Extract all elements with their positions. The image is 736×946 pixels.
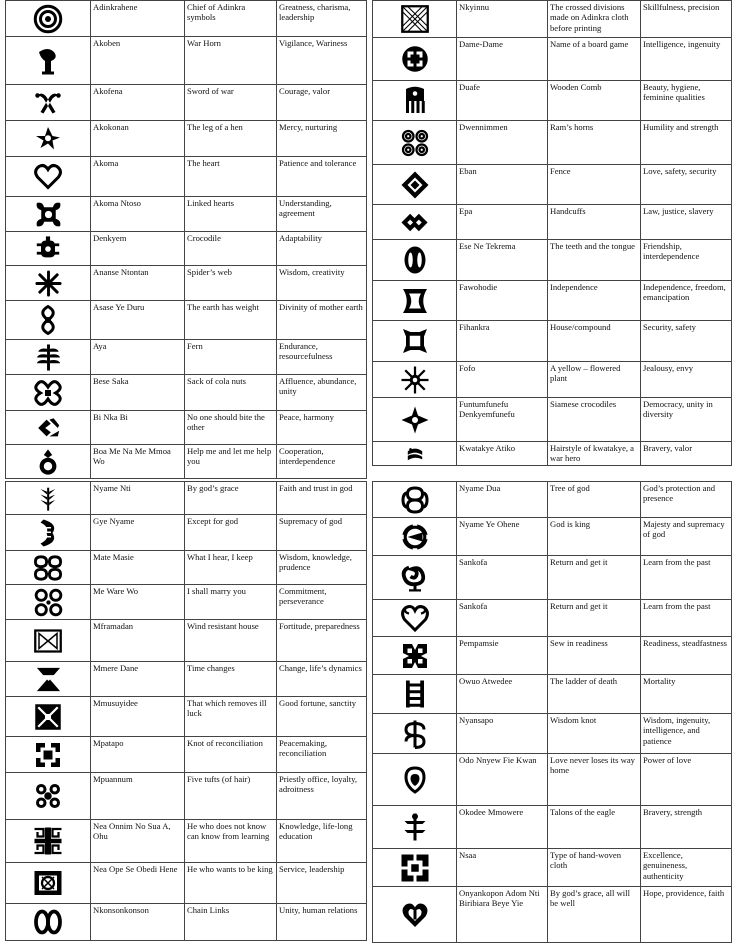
biting-fish-icon <box>34 414 62 442</box>
symbol-cell <box>6 375 91 411</box>
symbol-name: Bi Nka Bi <box>91 411 185 445</box>
symbol-name: Mate Masie <box>91 551 185 585</box>
symbol-name: Boa Me Na Me Mmoa Wo <box>91 445 185 479</box>
symbol-meaning: Wooden Comb <box>548 81 641 121</box>
symbol-row <box>373 849 732 887</box>
chain-icon <box>400 641 430 671</box>
symbol-value: Intelligence, ingenuity <box>641 38 732 81</box>
crossed-grid-icon <box>400 4 430 34</box>
symbol-cell <box>6 121 91 157</box>
grace-heart-icon <box>400 900 430 930</box>
symbol-meaning: Chain Links <box>185 904 277 941</box>
symbol-row <box>6 340 367 375</box>
symbol-meaning: Sword of war <box>185 85 277 121</box>
love-way-icon <box>400 765 430 795</box>
earth-weight-icon <box>33 305 63 335</box>
symbol-meaning: He who does not know can know from learning <box>185 820 277 863</box>
symbol-cell <box>373 442 457 466</box>
symbol-row <box>6 551 367 585</box>
symbol-meaning: Siamese crocodiles <box>548 398 641 442</box>
symbol-row <box>373 806 732 849</box>
symbol-cell <box>373 321 457 362</box>
symbol-cell <box>6 482 91 515</box>
symbol-cell <box>373 637 457 675</box>
symbol-cell <box>373 281 457 321</box>
spider-web-icon <box>34 269 63 298</box>
symbol-cell <box>373 556 457 600</box>
symbol-cell <box>6 197 91 232</box>
symbol-row <box>373 281 732 321</box>
symbol-value: Change, life’s dynamics <box>277 662 367 697</box>
symbol-row <box>373 518 732 556</box>
symbol-value: Endurance, resourcefulness <box>277 340 367 375</box>
chain-links-icon <box>33 907 63 937</box>
symbol-name: Duafe <box>457 81 548 121</box>
symbol-cell <box>6 551 91 585</box>
symbol-cell <box>373 398 457 442</box>
symbol-meaning: Return and get it <box>548 556 641 600</box>
board-game-icon <box>400 44 430 74</box>
symbol-value: Divinity of mother earth <box>277 301 367 340</box>
symbol-meaning: House/compound <box>548 321 641 362</box>
symbol-cell <box>373 714 457 754</box>
symbol-value: Priestly office, loyalty, adroitness <box>277 773 367 820</box>
symbol-row <box>373 205 732 240</box>
symbol-name: Dwennimmen <box>457 121 548 165</box>
symbol-cell <box>6 697 91 737</box>
symbol-cell <box>6 773 91 820</box>
symbol-value: Good fortune, sanctity <box>277 697 367 737</box>
symbol-meaning: Crocodile <box>185 232 277 266</box>
hen-leg-icon <box>33 124 63 154</box>
symbol-cell <box>373 121 457 165</box>
symbol-cell <box>373 518 457 556</box>
symbol-table-top-left <box>5 0 367 479</box>
symbol-row <box>373 754 732 806</box>
symbol-row <box>6 737 367 773</box>
symbol-meaning: Chief of Adinkra symbols <box>185 1 277 37</box>
symbol-name: Onyankopon Adom Nti Biribiara Beye Yie <box>457 887 548 943</box>
symbol-name: Odo Nnyew Fie Kwan <box>457 754 548 806</box>
symbol-cell <box>373 81 457 121</box>
symbol-value: Supremacy of god <box>277 515 367 551</box>
woven-cloth-icon <box>400 853 430 883</box>
symbol-cell <box>6 157 91 197</box>
symbol-value: Bravery, valor <box>641 442 732 466</box>
symbol-cell <box>6 620 91 662</box>
symbol-meaning: Fence <box>548 165 641 205</box>
symbol-value: Beauty, hygiene, feminine qualities <box>641 81 732 121</box>
symbol-meaning: Ram’s horns <box>548 121 641 165</box>
symbol-cell <box>373 887 457 943</box>
symbol-name: Bese Saka <box>91 375 185 411</box>
symbol-value: Wisdom, creativity <box>277 266 367 301</box>
symbol-value: Peace, harmony <box>277 411 367 445</box>
symbol-name: Eban <box>457 165 548 205</box>
symbol-meaning: Five tufts (of hair) <box>185 773 277 820</box>
symbol-name: Sankofa <box>457 556 548 600</box>
siamese-crocodiles-icon <box>400 405 430 435</box>
symbol-cell <box>373 754 457 806</box>
symbol-row <box>373 675 732 714</box>
symbol-name: Nyame Nti <box>91 482 185 515</box>
symbol-meaning: Sew in readiness <box>548 637 641 675</box>
symbol-cell <box>373 849 457 887</box>
symbol-name: Nkyinnu <box>457 1 548 38</box>
symbol-row <box>373 442 732 466</box>
cooperation-icon <box>34 448 62 476</box>
sun-star-icon <box>400 522 430 552</box>
wisdom-knot-icon <box>400 719 430 749</box>
symbol-value: Peacemaking, reconciliation <box>277 737 367 773</box>
symbol-meaning: Name of a board game <box>548 38 641 81</box>
symbol-value: Greatness, charisma, leadership <box>277 1 367 37</box>
symbol-row <box>373 1 732 38</box>
symbol-meaning: Tree of god <box>548 482 641 518</box>
symbol-cell <box>6 585 91 620</box>
symbol-name: Ese Ne Tekrema <box>457 240 548 281</box>
symbol-name: Adinkrahene <box>91 1 185 37</box>
symbol-row <box>6 375 367 411</box>
square-cross-icon <box>33 702 63 732</box>
symbol-cell <box>373 240 457 281</box>
symbol-value: Law, justice, slavery <box>641 205 732 240</box>
symbol-row <box>373 556 732 600</box>
symbol-meaning: War Horn <box>185 37 277 85</box>
symbol-row <box>6 266 367 301</box>
symbol-row <box>6 85 367 121</box>
symbol-cell <box>6 737 91 773</box>
symbol-cell <box>6 37 91 85</box>
symbol-meaning: God is king <box>548 518 641 556</box>
symbol-row <box>373 165 732 205</box>
symbol-value: Love, safety, security <box>641 165 732 205</box>
symbol-cell <box>6 232 91 266</box>
symbol-cell <box>373 482 457 518</box>
symbol-cell <box>373 1 457 38</box>
crocodile-icon <box>34 235 62 263</box>
symbol-cell <box>6 301 91 340</box>
ear-loops-icon <box>34 554 62 582</box>
eagle-talons-icon <box>400 812 430 842</box>
symbol-row <box>6 1 367 37</box>
symbol-name: Epa <box>457 205 548 240</box>
symbol-name: Nea Onnim No Sua A, Ohu <box>91 820 185 863</box>
symbol-value: God’s protection and presence <box>641 482 732 518</box>
teeth-tongue-icon <box>400 245 430 275</box>
symbol-cell <box>6 662 91 697</box>
symbol-name: Owuo Atwedee <box>457 675 548 714</box>
symbol-value: Affluence, abundance, unity <box>277 375 367 411</box>
symbol-row <box>6 121 367 157</box>
symbol-name: Gye Nyame <box>91 515 185 551</box>
symbol-value: Learn from the past <box>641 600 732 637</box>
symbol-meaning: Talons of the eagle <box>548 806 641 849</box>
symbol-value: Faith and trust in god <box>277 482 367 515</box>
symbol-cell <box>373 806 457 849</box>
symbol-name: Nkonsonkonson <box>91 904 185 941</box>
symbol-cell <box>6 1 91 37</box>
symbol-cell <box>6 266 91 301</box>
symbol-meaning: By god’s grace, all will be well <box>548 887 641 943</box>
symbol-row <box>6 482 367 515</box>
symbol-name: Mmere Dane <box>91 662 185 697</box>
symbol-value: Service, leadership <box>277 863 367 904</box>
symbol-row <box>373 714 732 754</box>
symbol-name: Mmusuyidee <box>91 697 185 737</box>
symbol-row <box>6 662 367 697</box>
symbol-meaning: I shall marry you <box>185 585 277 620</box>
symbol-cell <box>373 362 457 398</box>
symbol-meaning: No one should bite the other <box>185 411 277 445</box>
symbol-cell <box>6 863 91 904</box>
symbol-name: Pempamsie <box>457 637 548 675</box>
symbol-row <box>6 904 367 941</box>
symbol-row <box>6 697 367 737</box>
comb-icon <box>400 86 430 116</box>
symbol-row <box>6 620 367 662</box>
wind-house-icon <box>33 626 63 656</box>
symbol-name: Fofo <box>457 362 548 398</box>
ladder-icon <box>400 679 430 709</box>
symbol-meaning: Type of hand-woven cloth <box>548 849 641 887</box>
symbol-value: Learn from the past <box>641 556 732 600</box>
symbol-name: Mframadan <box>91 620 185 662</box>
symbol-row <box>6 37 367 85</box>
symbol-meaning: Love never loses its way home <box>548 754 641 806</box>
symbol-name: Me Ware Wo <box>91 585 185 620</box>
symbol-row <box>6 445 367 479</box>
symbol-cell <box>6 515 91 551</box>
handcuffs-icon <box>400 208 429 237</box>
tree-of-god-icon <box>400 485 430 515</box>
symbol-name: Funtumfunefu Denkyemfunefu <box>457 398 548 442</box>
symbol-row <box>373 38 732 81</box>
symbol-table-top-right <box>372 0 732 466</box>
symbol-meaning: Help me and let me help you <box>185 445 277 479</box>
gye-nyame-icon <box>33 518 63 548</box>
symbol-value: Humility and strength <box>641 121 732 165</box>
symbol-cell <box>6 411 91 445</box>
fern-icon <box>34 343 63 372</box>
symbol-cell <box>6 85 91 121</box>
symbol-name: Akoma <box>91 157 185 197</box>
heart-icon <box>33 162 63 192</box>
symbol-meaning: A yellow – flowered plant <box>548 362 641 398</box>
symbol-value: Skillfulness, precision <box>641 1 732 38</box>
symbol-row <box>373 81 732 121</box>
symbol-value: Wisdom, ingenuity, intelligence, and patience <box>641 714 732 754</box>
symbol-table-bottom-right <box>372 481 732 943</box>
symbol-row <box>373 887 732 943</box>
symbol-meaning: Sack of cola nuts <box>185 375 277 411</box>
symbol-meaning: The earth has weight <box>185 301 277 340</box>
symbol-row <box>373 362 732 398</box>
symbol-row <box>373 240 732 281</box>
symbol-row <box>6 197 367 232</box>
symbol-cell <box>373 205 457 240</box>
king-icon <box>33 868 63 898</box>
sankofa-heart-icon <box>400 603 430 633</box>
symbol-value: Bravery, strength <box>641 806 732 849</box>
symbol-value: Excellence, genuineness, authenticity <box>641 849 732 887</box>
symbol-value: Readiness, steadfastness <box>641 637 732 675</box>
symbol-name: Mpatapo <box>91 737 185 773</box>
symbol-cell <box>373 38 457 81</box>
symbol-meaning: That which removes ill luck <box>185 697 277 737</box>
symbol-row <box>373 121 732 165</box>
symbol-meaning: He who wants to be king <box>185 863 277 904</box>
symbol-name: Okodee Mmowere <box>457 806 548 849</box>
symbol-name: Nyame Dua <box>457 482 548 518</box>
symbol-meaning: Return and get it <box>548 600 641 637</box>
symbol-row <box>373 398 732 442</box>
symbol-meaning: The crossed divisions made on Adinkra cloth before printing <box>548 1 641 38</box>
independence-icon <box>400 286 430 316</box>
symbol-value: Hope, providence, faith <box>641 887 732 943</box>
symbol-meaning: Except for god <box>185 515 277 551</box>
symbol-name: Ananse Ntontan <box>91 266 185 301</box>
symbol-name: Akofena <box>91 85 185 121</box>
symbol-cell <box>373 165 457 205</box>
sankofa-bird-icon <box>400 563 430 593</box>
symbol-meaning: The ladder of death <box>548 675 641 714</box>
symbol-value: Democracy, unity in diversity <box>641 398 732 442</box>
symbol-value: Mercy, nurturing <box>277 121 367 157</box>
symbol-row <box>373 637 732 675</box>
symbol-name: Akoben <box>91 37 185 85</box>
symbol-meaning: Fern <box>185 340 277 375</box>
symbol-row <box>6 773 367 820</box>
symbol-name: Akoma Ntoso <box>91 197 185 232</box>
symbol-name: Fihankra <box>457 321 548 362</box>
symbol-value: Knowledge, life-long education <box>277 820 367 863</box>
symbol-meaning: Hairstyle of kwatakye, a war hero <box>548 442 641 466</box>
symbol-value: Majesty and supremacy of god <box>641 518 732 556</box>
fence-icon <box>400 170 430 200</box>
symbol-meaning: The leg of a hen <box>185 121 277 157</box>
symbol-value: Courage, valor <box>277 85 367 121</box>
hairstyle-icon <box>406 445 424 463</box>
compound-icon <box>400 326 430 356</box>
symbol-name: Nsaa <box>457 849 548 887</box>
symbol-row <box>6 820 367 863</box>
symbol-row <box>6 515 367 551</box>
symbol-name: Nyame Ye Ohene <box>457 518 548 556</box>
symbol-name: Kwatakye Atiko <box>457 442 548 466</box>
symbol-value: Unity, human relations <box>277 904 367 941</box>
symbol-meaning: Knot of reconciliation <box>185 737 277 773</box>
symbol-meaning: The heart <box>185 157 277 197</box>
symbol-cell <box>6 340 91 375</box>
symbol-name: Denkyem <box>91 232 185 266</box>
symbol-row <box>373 482 732 518</box>
symbol-value: Patience and tolerance <box>277 157 367 197</box>
symbol-cell <box>6 904 91 941</box>
symbol-value: Commitment, perseverance <box>277 585 367 620</box>
knot-icon <box>33 740 63 770</box>
symbol-meaning: By god’s grace <box>185 482 277 515</box>
symbol-value: Wisdom, knowledge, prudence <box>277 551 367 585</box>
symbol-meaning: What I hear, I keep <box>185 551 277 585</box>
symbol-row <box>6 585 367 620</box>
symbol-name: Aya <box>91 340 185 375</box>
symbol-name: Nyansapo <box>457 714 548 754</box>
symbol-value: Cooperation, interdependence <box>277 445 367 479</box>
symbol-value: Fortitude, preparedness <box>277 620 367 662</box>
symbol-meaning: Handcuffs <box>548 205 641 240</box>
marriage-icon <box>34 588 63 617</box>
symbol-meaning: Independence <box>548 281 641 321</box>
symbol-row <box>373 321 732 362</box>
leaf-stem-icon <box>35 485 62 512</box>
symbol-value: Understanding, agreement <box>277 197 367 232</box>
symbol-meaning: Time changes <box>185 662 277 697</box>
symbol-meaning: Spider’s web <box>185 266 277 301</box>
symbol-cell <box>6 445 91 479</box>
war-horn-icon <box>33 46 63 76</box>
symbol-row <box>6 863 367 904</box>
maze-icon <box>33 826 63 856</box>
symbol-name: Nea Ope Se Obedi Hene <box>91 863 185 904</box>
symbol-row <box>373 600 732 637</box>
symbol-value: Power of love <box>641 754 732 806</box>
symbol-cell <box>373 600 457 637</box>
symbol-name: Akokonan <box>91 121 185 157</box>
symbol-cell <box>373 675 457 714</box>
hourglass-icon <box>34 665 63 694</box>
symbol-value: Adaptability <box>277 232 367 266</box>
symbol-name: Sankofa <box>457 600 548 637</box>
symbol-name: Mpuannum <box>91 773 185 820</box>
symbol-meaning: Wind resistant house <box>185 620 277 662</box>
flower-plant-icon <box>400 365 430 395</box>
symbol-row <box>6 411 367 445</box>
rams-horns-icon <box>400 128 430 158</box>
symbol-value: Mortality <box>641 675 732 714</box>
symbol-row <box>6 232 367 266</box>
crossed-swords-icon <box>33 88 63 118</box>
linked-hearts-icon <box>34 200 63 229</box>
symbol-value: Jealousy, envy <box>641 362 732 398</box>
symbol-name: Fawohodie <box>457 281 548 321</box>
symbol-meaning: Linked hearts <box>185 197 277 232</box>
symbol-value: Independence, freedom, emancipation <box>641 281 732 321</box>
symbol-table-bottom-left <box>5 481 367 941</box>
five-tufts-icon <box>33 781 63 811</box>
symbol-row <box>6 301 367 340</box>
symbol-name: Dame-Dame <box>457 38 548 81</box>
concentric-circles-icon <box>33 4 63 34</box>
symbol-meaning: The teeth and the tongue <box>548 240 641 281</box>
symbol-cell <box>6 820 91 863</box>
symbol-name: Asase Ye Duru <box>91 301 185 340</box>
symbol-meaning: Wisdom knot <box>548 714 641 754</box>
symbol-row <box>6 157 367 197</box>
symbol-value: Security, safety <box>641 321 732 362</box>
symbol-value: Friendship, interdependence <box>641 240 732 281</box>
cola-nuts-icon <box>33 378 63 408</box>
symbol-value: Vigilance, Wariness <box>277 37 367 85</box>
